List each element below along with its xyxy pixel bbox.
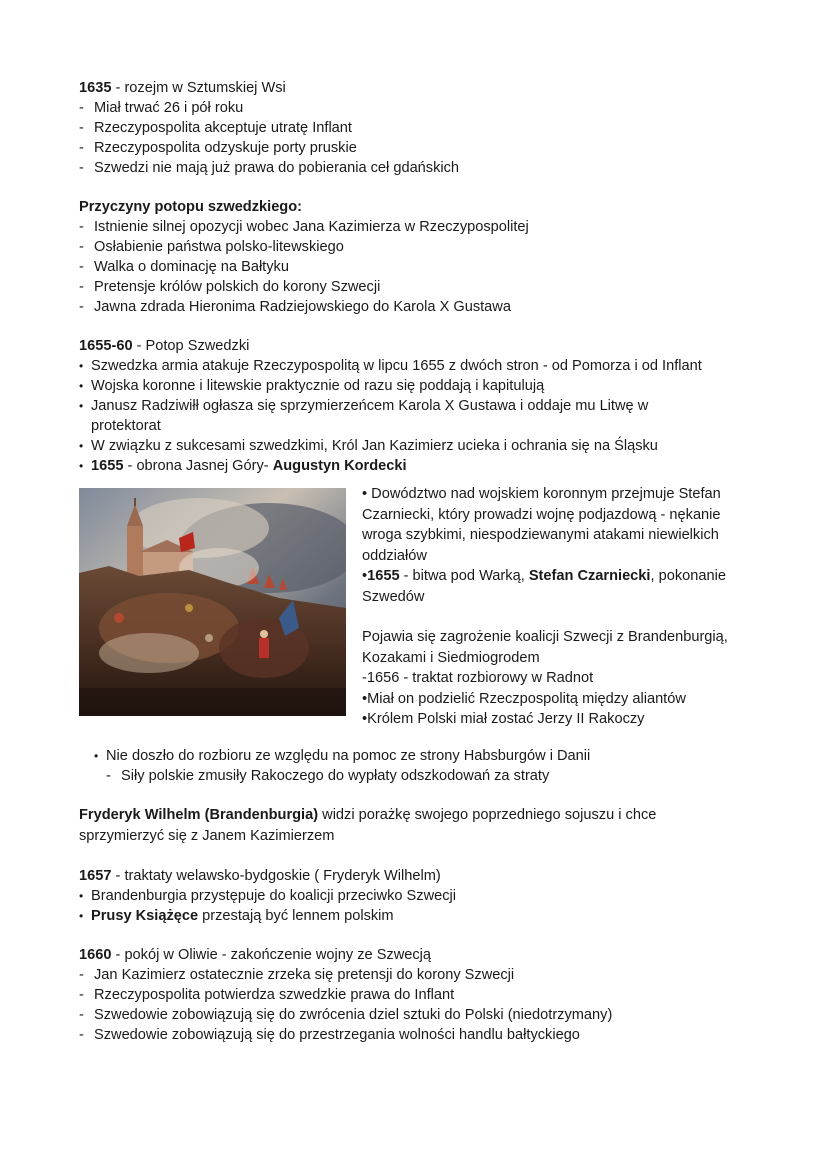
list-item — [79, 356, 769, 376]
list-item — [79, 1005, 769, 1025]
list-item-text: przestają być lennem polskim — [198, 907, 394, 924]
list-item — [79, 906, 769, 926]
person-name: Stefan Czarniecki — [528, 568, 651, 584]
list-item-text: Pretensje królów polskich do korony Szwecji — [94, 279, 381, 295]
bullet-marker: • — [79, 399, 84, 413]
spacer — [79, 847, 769, 866]
dash-marker: - — [79, 100, 84, 116]
text: - bitwa pod Warką, — [399, 568, 529, 584]
notes-column — [362, 484, 762, 730]
bullet-marker: • — [79, 379, 84, 393]
list-item — [79, 376, 769, 396]
year: 1655-60 — [79, 338, 133, 354]
section-causes — [79, 197, 769, 317]
list-item — [79, 138, 769, 158]
list-item-text: Osłabienie państwa polsko-litewskiego — [94, 239, 344, 255]
place-name: Prusy Książęce — [91, 907, 199, 924]
dash-marker: - — [106, 767, 111, 784]
treaty-point: •Królem Polski miał zostać Jerzy II Rakoczy — [362, 711, 645, 727]
section-heading — [79, 945, 769, 965]
spacer — [79, 317, 769, 336]
heading-text: - rozejm w Sztumskiej Wsi — [111, 80, 286, 96]
list-item-text: Rzeczypospolita potwierdza szwedzkie prawa do Inflant — [94, 986, 455, 1003]
list-item — [79, 985, 769, 1005]
list-item-text: Szwedowie zobowiązują się do przestrzegania wolności handlu bałtyckiego — [94, 1026, 580, 1043]
section-heading — [79, 336, 769, 356]
list-item-text: Wojska koronne i litewskie praktycznie od razu się poddają i kapitulują — [91, 378, 545, 394]
list-item — [79, 257, 769, 277]
list-item — [79, 886, 769, 906]
document-page — [79, 78, 769, 1045]
year: 1655 — [91, 458, 124, 474]
bullet-marker: • — [79, 888, 84, 903]
painting-with-notes — [79, 488, 769, 730]
bullet-marker: • — [79, 359, 84, 373]
dash-marker: - — [79, 1026, 84, 1043]
heading-text: - Potop Szwedzki — [132, 338, 250, 354]
sub-list-item — [79, 766, 769, 786]
section-treaties-1657 — [79, 866, 769, 926]
paragraph-czarniecki-command: • Dowództwo nad wojskiem koronnym przejmuje Stefan Czarniecki, który prowadzi wojnę podjazdową - nękanie wroga szybkimi, niespodziewanymi atakami niewielkich oddziałów — [362, 486, 721, 564]
list-item — [79, 436, 769, 456]
section-truce-1635 — [79, 78, 769, 178]
bullet-marker: • — [362, 568, 368, 584]
list-item-text: Rzeczypospolita akceptuje utratę Inflant — [94, 120, 352, 136]
dash-marker: - — [79, 259, 84, 275]
list-item-text: Walka o dominację na Bałtyku — [94, 259, 289, 275]
list-item — [79, 297, 769, 317]
treaty-radnot: -1656 - traktat rozbiorowy w Radnot — [362, 670, 594, 686]
dash-marker: - — [79, 986, 84, 1003]
spacer — [79, 178, 769, 197]
year: 1635 — [79, 80, 112, 96]
section-heading — [79, 866, 769, 886]
person-name: Augustyn Kordecki — [272, 458, 407, 474]
year: 1660 — [79, 946, 112, 963]
dash-marker: - — [79, 299, 84, 315]
list-item-text: Jawna zdrada Hieronima Radziejowskiego do Karola X Gustawa — [94, 299, 511, 315]
paragraph-text: widzi porażkę swojego poprzedniego sojuszu i chce sprzymierzyć się z Janem Kazimierzem — [79, 806, 657, 844]
year: 1655 — [367, 568, 400, 584]
list-item — [79, 237, 769, 257]
list-item — [79, 965, 769, 985]
dash-marker: - — [79, 1006, 84, 1023]
list-item — [79, 396, 769, 436]
year: 1657 — [79, 867, 112, 884]
paragraph-battle-warka — [362, 566, 762, 607]
section-no-partition — [79, 746, 769, 786]
section-heading — [79, 78, 769, 98]
bullet-marker: • — [94, 748, 99, 763]
list-item — [79, 217, 769, 237]
list-item-text: Szwedzka armia atakuje Rzeczypospolitą w lipcu 1655 z dwóch stron - od Pomorza i od Inflant — [91, 358, 702, 374]
dash-marker: - — [79, 966, 84, 983]
list-item — [79, 118, 769, 138]
treaty-point: •Miał on podzielić Rzeczpospolitą między aliantów — [362, 690, 686, 707]
dash-marker: - — [79, 120, 84, 136]
list-item-text: Siły polskie zmusiły Rakoczego do wypłaty odszkodowań za straty — [121, 767, 550, 784]
bullet-marker: • — [79, 908, 84, 923]
spacer — [79, 926, 769, 945]
heading-text: - traktaty welawsko-bydgoskie ( Fryderyk Wilhelm) — [111, 867, 441, 884]
list-item-text: Szwedzi nie mają już prawa do pobierania ceł gdańskich — [94, 160, 460, 176]
painting-image — [79, 488, 346, 716]
paragraph-coalition-threat: Pojawia się zagrożenie koalicji Szwecji z Brandenburgią, Kozakami i Siedmiogrodem — [362, 629, 728, 666]
list-item-text: - obrona Jasnej Góry- — [123, 458, 273, 474]
list-item-text: Nie doszło do rozbioru ze względu na pomoc ze strony Habsburgów i Danii — [106, 747, 591, 764]
section-oliwa-1660 — [79, 945, 769, 1045]
list-item — [79, 456, 769, 476]
list-item-text: Miał trwać 26 i pół roku — [94, 100, 244, 116]
dash-marker: - — [79, 140, 84, 156]
dash-marker: - — [79, 279, 84, 295]
list-item — [79, 277, 769, 297]
bullet-marker: • — [79, 459, 84, 473]
paragraph-frederick — [79, 805, 719, 847]
list-item — [79, 746, 769, 766]
list-item-text: W związku z sukcesami szwedzkimi, Król Jan Kazimierz ucieka i ochrania się na Śląsku — [91, 438, 658, 454]
person-name: Fryderyk Wilhelm (Brandenburgia) — [79, 806, 319, 823]
bullet-marker: • — [79, 439, 84, 453]
list-item-text: Szwedowie zobowiązują się do zwrócenia dziel sztuki do Polski (niedotrzymany) — [94, 1006, 613, 1023]
section-deluge — [79, 336, 769, 476]
list-item-text: Rzeczypospolita odzyskuje porty pruskie — [94, 140, 357, 156]
list-item-text: Brandenburgia przystępuje do koalicji przeciwko Szwecji — [91, 887, 457, 904]
dash-marker: - — [79, 219, 84, 235]
list-item — [79, 98, 769, 118]
list-item — [79, 1025, 769, 1045]
list-item-text: Jan Kazimierz ostatecznie zrzeka się pretensji do korony Szwecji — [94, 966, 515, 983]
list-item-text: Janusz Radziwiłł ogłasza się sprzymierzeńcem Karola X Gustawa i oddaje mu Litwę w protektorat — [91, 398, 649, 434]
list-item — [79, 158, 769, 178]
list-item-text: Istnienie silnej opozycji wobec Jana Kazimierza w Rzeczypospolitej — [94, 219, 529, 235]
spacer — [79, 786, 769, 805]
spacer — [362, 607, 762, 627]
painting-illustration — [79, 488, 346, 716]
dash-marker: - — [79, 160, 84, 176]
section-heading: Przyczyny potopu szwedzkiego: — [79, 199, 302, 215]
text: , pokonanie Szwedów — [362, 568, 726, 605]
heading-text: - pokój w Oliwie - zakończenie wojny ze Szwecją — [111, 946, 432, 963]
dash-marker: - — [79, 239, 84, 255]
